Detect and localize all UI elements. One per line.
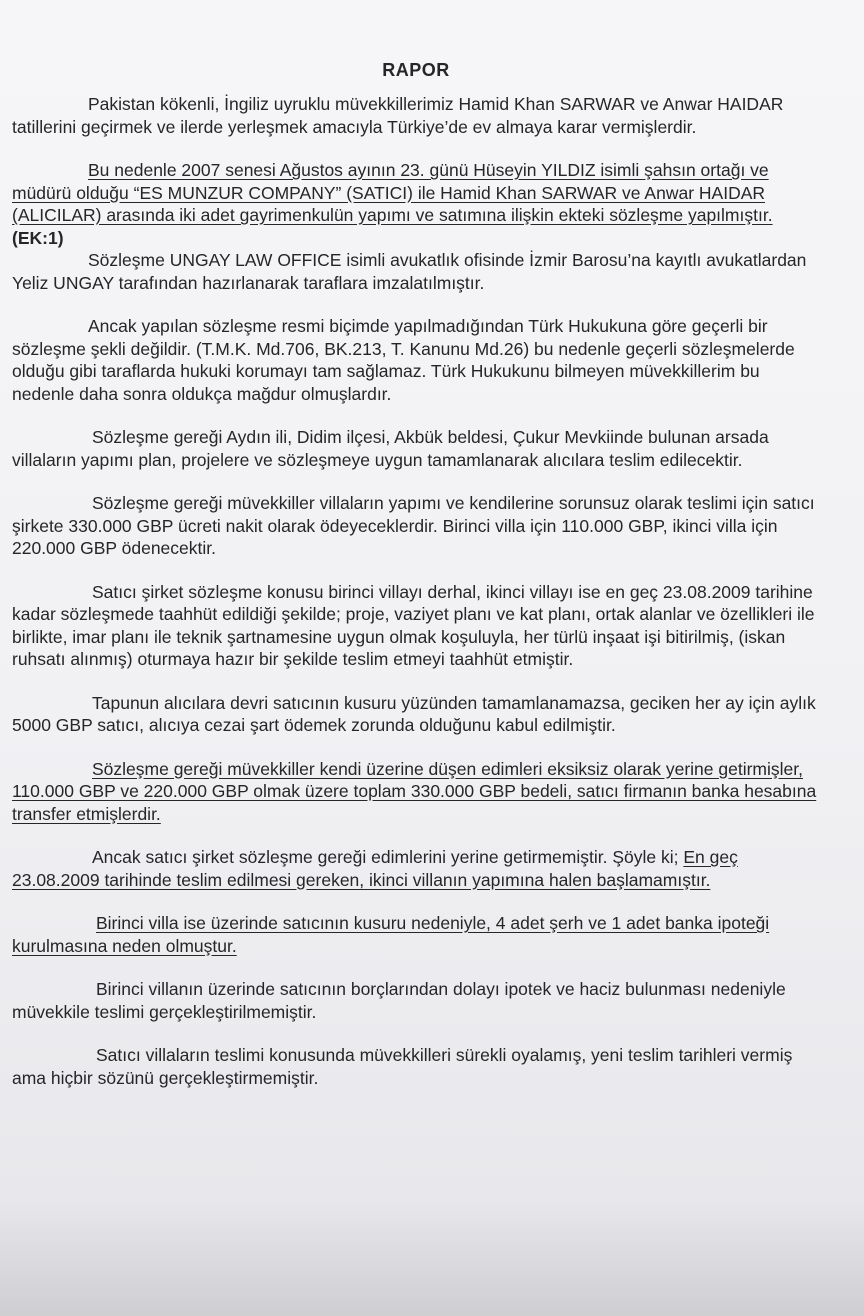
paragraph-villa-location <box>12 426 820 471</box>
paragraph-text: Birinci villa ise üzerinde satıcının kusuru nedeniyle, 4 adet şerh ve 1 adet banka ipoteği kurulmasına neden olmuştur. <box>12 913 770 956</box>
paragraph-payment-completed <box>12 758 820 826</box>
paragraph-contract-validity <box>12 315 820 405</box>
paragraph-text: Pakistan kökenli, İngiliz uyruklu müvekkillerimiz Hamid Khan SARWAR ve Anwar HAIDAR tatillerini geçirmek ve ilerde yerleşmek amacıyla Türkiye’de ev almaya karar vermişlerdir. <box>12 94 784 137</box>
paragraph-text: Sözleşme gereği müvekkiller villaların yapımı ve kendilerine sorunsuz olarak teslimi için satıcı şirkete 330.000 GBP ücreti nakit olarak ödeyeceklerdir. Birinci villa için 110.000 GBP, ikinci villa için 220.000 GBP ödenecektir. <box>12 493 815 558</box>
paragraph-seller-delays <box>12 1044 820 1089</box>
paragraph-text: Sözleşme gereği Aydın ili, Didim ilçesi, Akbük beldesi, Çukur Mevkiinde bulunan arsada villaların yapımı plan, projelere ve sözleşmeye uygun tamamlanarak alıcılara teslim edilecektir. <box>12 427 769 470</box>
paragraph-text: Bu nedenle 2007 senesi Ağustos ayının 23. günü Hüseyin YILDIZ isimli şahsın ortağı ve müdürü olduğu “ES MUNZUR COMPANY” (SATICI) ile Hamid Khan SARWAR ve Anwar HAIDAR (ALICILAR) arasında iki adet gayrimenkulün yapımı ve satımına ilişkin ekteki sözleşme yapılmıştır. <box>12 160 773 225</box>
paragraph-text: Satıcı villaların teslimi konusunda müvekkilleri sürekli oyalamış, yeni teslim tarihleri vermiş ama hiçbir sözünü gerçekleştirmemiştir. <box>12 1045 793 1088</box>
paragraph-seller-default <box>12 846 820 891</box>
paragraph-underlined-text: En geç 23.08.2009 tarihinde teslim edilmesi gereken, ikinci villanın yapımına halen başlamamıştır. <box>12 847 738 890</box>
document-title: RAPOR <box>382 60 450 80</box>
paragraph-text: Birinci villanın üzerinde satıcının borçlarından dolayı ipotek ve haciz bulunması nedeniyle müvekkile teslimi gerçekleştirilmemiştir. <box>12 979 786 1022</box>
paragraph-clients-intro <box>12 93 820 138</box>
paragraph-contract-date <box>12 159 820 249</box>
paragraph-text: Tapunun alıcılara devri satıcının kusuru yüzünden tamamlanamazsa, geciken her ay için aylık 5000 GBP satıcı, alıcıya cezai şart ödemek zorunda olduğunu kabul edilmiştir. <box>12 692 816 735</box>
paragraph-text: Sözleşme UNGAY LAW OFFICE isimli avukatlık ofisinde İzmir Barosu’na kayıtlı avukatlardan Yeliz UNGAY tarafından hazırlanarak taraflara imzalatılmıştır. <box>12 250 807 293</box>
paragraph-first-villa-mortgage <box>12 978 820 1023</box>
paragraph-text: Sözleşme gereği müvekkiller kendi üzerine düşen edimleri eksiksiz olarak yerine getirmişler, 110.000 GBP ve 220.000 GBP olmak üzere toplam 330.000 GBP bedeli, satıcı firmanın banka hesabına transfer etmişlerdir. <box>12 758 817 824</box>
paragraph-delivery-commitment <box>12 581 820 671</box>
paragraph-law-office <box>12 249 820 294</box>
paragraph-penalty-clause <box>12 692 820 737</box>
paragraph-first-villa-liens <box>12 912 820 957</box>
annex-reference: (EK:1) <box>12 227 64 248</box>
paragraph-text: Ancak satıcı şirket sözleşme gereği edimlerini yerine getirmemiştir. Şöyle ki; <box>92 847 679 867</box>
paragraph-text: Satıcı şirket sözleşme konusu birinci villayı derhal, ikinci villayı ise en geç 23.08.2009 tarihine kadar sözleşmede taahhüt edildiği şekilde; proje, vaziyet planı ve kat planı, ortak alanlar ve özellikleri ile birlikte, imar planı ile teknik şartnamesine uygun olmak koşuluyla, her türlü inşaat işi bitirilmiş, (iskan ruhsatı alınmış) oturmaya hazır bir şekilde teslim etmeyi taahhüt etmiştir. <box>12 581 815 669</box>
paragraph-payment-terms <box>12 492 820 560</box>
paragraph-text: Ancak yapılan sözleşme resmi biçimde yapılmadığından Türk Hukukuna göre geçerli bir sözleşme şekli değildir. (T.M.K. Md.706, BK.213, T. Kanunu Md.26) bu nedenle geçerli sözleşmelerde olduğu gibi taraflarda hukuki korumayı tam sağlamaz. Türk Hukukunu bilmeyen müvekkillerim bu nedenle daha sonra oldukça mağdur olmuşlardır. <box>12 316 795 404</box>
